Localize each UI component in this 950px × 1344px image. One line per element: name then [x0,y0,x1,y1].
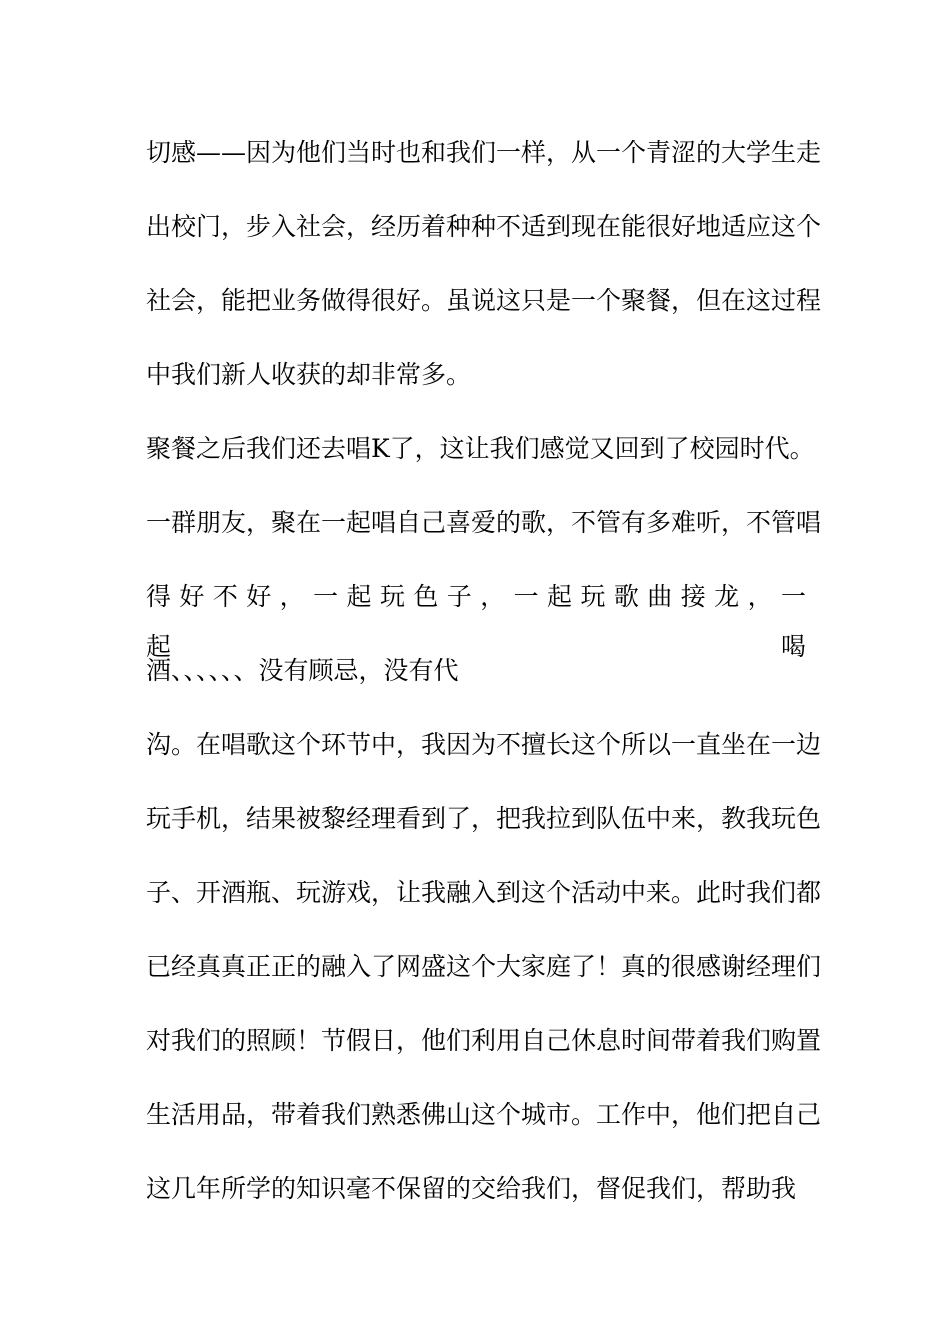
text-line: 社会，能把业务做得很好。虽说这只是一个聚餐，但在这过程 [146,286,822,315]
text-line: 中我们新人收获的却非常多。 [146,360,472,389]
text-line: 沟。在唱歌这个环节中，我因为不擅长这个所以一直坐在一边 [146,730,822,759]
text-line: 酒、、、、、、没有顾忌，没有代 [146,656,459,685]
text-line: 出校门，步入社会，经历着种种不适到现在能很好地适应这个 [146,212,822,241]
text-line: 生活用品，带着我们熟悉佛山这个城市。工作中，他们把自己 [146,1100,822,1129]
text-line: 玩手机，结果被黎经理看到了，把我拉到队伍中来，教我玩色 [146,804,822,833]
text-line: 一群朋友，聚在一起唱自己喜爱的歌，不管有多难听，不管唱 [146,508,822,537]
document-text-body [146,128,822,1238]
text-line: 这几年所学的知识毫不保留的交给我们，督促我们，帮助我 [146,1174,797,1203]
text-line: 聚餐之后我们还去唱K了，这让我们感觉又回到了校园时代。 [146,434,815,463]
text-line: 得 好 不 好 ， 一 起 玩 色 子 ， 一 起 玩 歌 曲 接 龙 ， 一 起 喝 [146,582,806,661]
text-line: 切感——因为他们当时也和我们一样，从一个青涩的大学生走 [146,138,822,167]
text-line: 子、开酒瓶、玩游戏，让我融入到这个活动中来。此时我们都 [146,878,822,907]
text-line: 已经真真正正的融入了网盛这个大家庭了！真的很感谢经理们 [146,952,822,981]
text-line: 对我们的照顾！节假日，他们利用自己休息时间带着我们购置 [146,1026,822,1055]
